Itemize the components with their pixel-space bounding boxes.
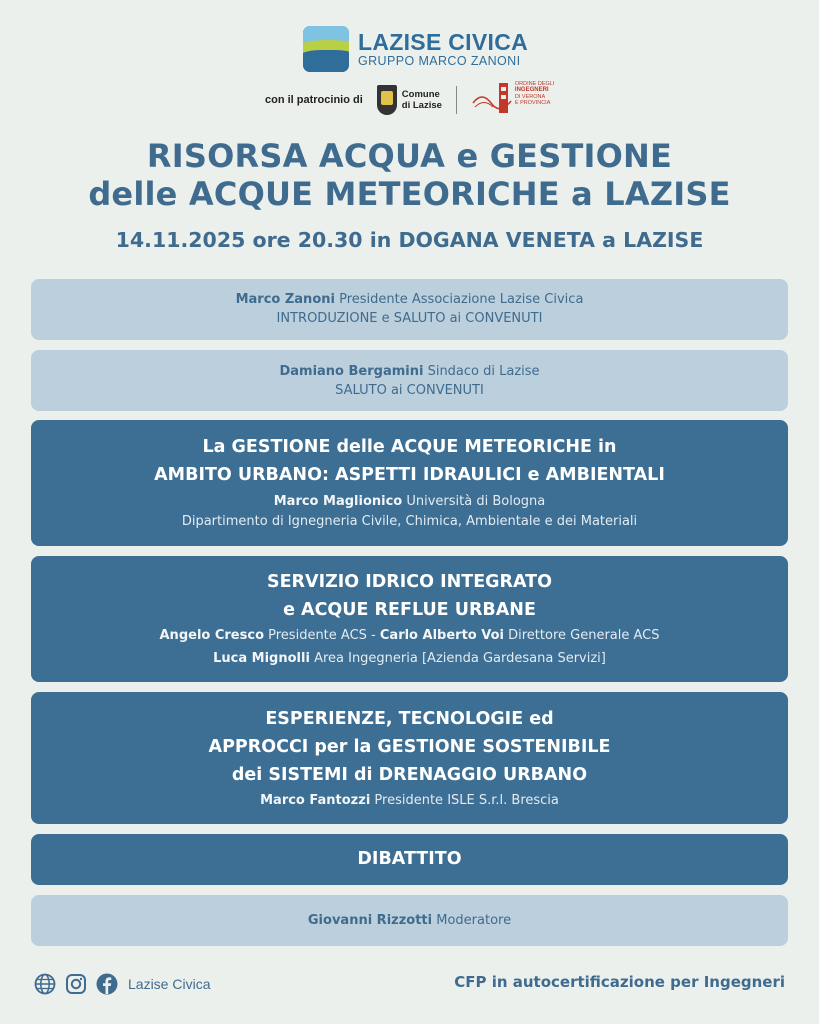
program-talk3-card [31,692,788,824]
greeting-topic: SALUTO ai CONVENUTI [335,383,484,398]
talk3-title-line3: dei SISTEMI di DRENAGGIO URBANO [231,765,588,785]
event-title: RISORSA ACQUA e GESTIONE delle ACQUE METEORICHE a LAZISE [88,137,731,213]
speaker-role: Presidente ACS - [268,628,376,643]
comune-label: Comune di Lazise [401,89,442,111]
ordine-ingegneri-logo: ORDINE DEGLI INGEGNERI DI VERONA E PROVINCIA [471,81,555,119]
speaker-role: Presidente Associazione Lazise Civica [339,292,584,307]
speaker-role: Direttore Generale ACS [508,628,660,643]
speaker-affiliation: Università di Bologna [406,494,546,509]
lake-logo-icon [303,26,349,72]
program-intro-card [31,279,788,340]
lazise-civica-logo [303,26,528,72]
program-debate-card [31,834,788,885]
speaker-name: Giovanni Rizzotti [307,913,433,928]
comune-crest-icon [377,85,397,115]
speaker-name: Marco Maglionico [273,494,403,509]
patronage-label: con il patrocinio di [265,94,363,106]
globe-icon[interactable] [33,972,57,996]
program-moderator-card [31,895,788,946]
speaker-name: Damiano Bergamini [279,364,424,379]
talk1-title-line2: AMBITO URBANO: ASPETTI IDRAULICI e AMBIENTALI [154,465,665,485]
talk3-title-line2: APPROCCI per la GESTIONE SOSTENIBILE [208,737,611,757]
footer-social [33,972,210,996]
speaker-role: Presidente ISLE S.r.l. Brescia [374,793,559,808]
talk1-title-line1: La GESTIONE delle ACQUE METEORICHE in [202,437,617,457]
intro-topic: INTRODUZIONE e SALUTO ai CONVENUTI [276,311,543,326]
org-subtitle: GRUPPO MARCO ZANONI [358,54,521,68]
divider [456,86,457,114]
speaker-role: Moderatore [436,913,512,928]
speaker-department: Dipartimento di Ignegneria Civile, Chimica, Ambientale e dei Materiali [181,513,638,529]
program-talk2-card [31,556,788,682]
speaker-name: Luca Mignolli [213,650,310,666]
debate-title: DIBATTITO [357,849,462,869]
cfp-note: CFP in autocertificazione per Ingegneri [454,973,785,991]
patronage-row [265,82,555,118]
speaker-role: Sindaco di Lazise [427,364,540,379]
program-greeting-card [31,350,788,411]
facebook-icon[interactable] [95,972,119,996]
org-title: LAZISE CIVICA [358,29,529,55]
program-talk1-card [31,420,788,546]
speaker-name: Angelo Cresco [159,628,264,643]
social-handle: Lazise Civica [128,976,211,992]
speaker-name: Carlo Alberto Voi [379,628,504,643]
event-date: 14.11.2025 ore 20.30 in DOGANA VENETA a LAZISE [115,228,704,252]
speaker-role: Area Ingegneria [Azienda Gardesana Servizi] [314,650,606,666]
talk2-title-line1: SERVIZIO IDRICO INTEGRATO [267,572,552,592]
speaker-name: Marco Fantozzi [260,793,371,808]
instagram-icon[interactable] [64,972,88,996]
speaker-name: Marco Zanoni [235,292,335,307]
talk2-title-line2: e ACQUE REFLUE URBANE [283,600,536,620]
talk3-title-line1: ESPERIENZE, TECNOLOGIE ed [265,709,554,729]
